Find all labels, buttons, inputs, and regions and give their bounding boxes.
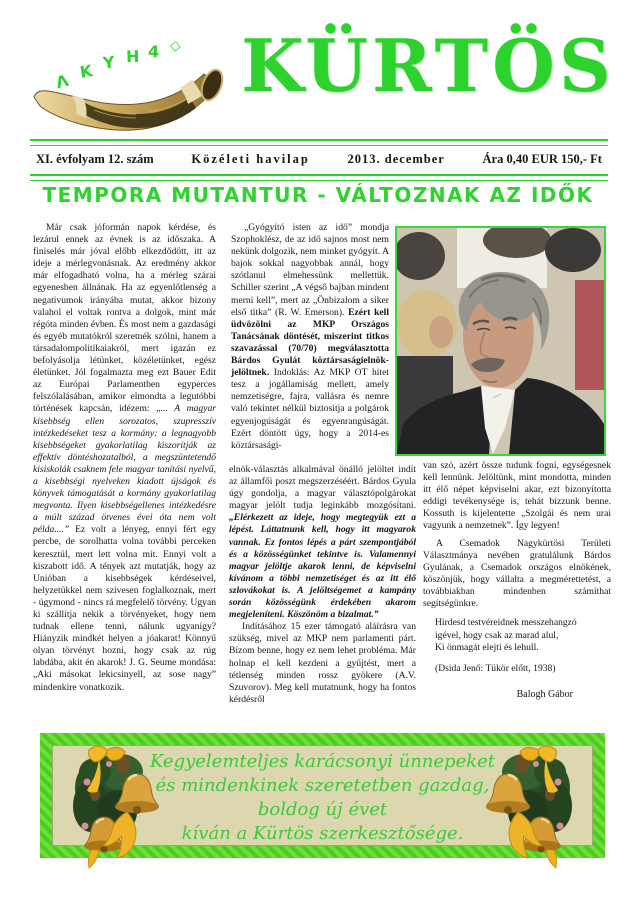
double-rule-top — [30, 139, 608, 146]
double-rule-bottom — [30, 174, 608, 181]
rune-glyph: Y — [102, 52, 116, 73]
periodical-type: Közéleti havilap — [191, 152, 310, 166]
poem-quote — [435, 617, 611, 655]
price: Ára 0,40 EUR 150,- Ft — [482, 152, 602, 166]
rune-glyph: Λ — [53, 70, 71, 93]
author-signature: Balogh Gábor — [516, 688, 573, 700]
column-3-text: van szó, azért össze tudunk fogni, egységesnek kell lennünk. Jelöltünk, mint mondotta, minden itt élő népet képviselni akar, ezt bizonyította eddigi tevékenysége is, tehát bízzunk benne. Kossuth is kijelentette „Szolgái és nem urai vagyunk a nemzetnek”. Így legyen! A Csemadok Nagykürtösi Területi Választmánya nevében gratulálunk Bárdos Gyulának, a Csemadok országos elnökének, köszönjük, hogy vállalta a megmérettetést, a továbbiakban mindenben számíthat segítségünkre. — [423, 460, 611, 610]
greeting-text — [53, 750, 592, 846]
poem-line: igével, hogy csak az marad alul, — [435, 629, 559, 641]
issue-number: XI. évfolyam 12. szám — [36, 152, 154, 166]
greeting-line: és mindenkinek szeretetben gazdag, — [155, 775, 490, 796]
christmas-greeting-box — [40, 733, 605, 858]
rune-glyph: ◇ — [168, 37, 182, 55]
portrait-photo — [395, 226, 606, 456]
rune-glyph: K — [78, 61, 94, 82]
greeting-line: kíván a Kürtös szerkesztősége. — [181, 823, 464, 844]
issue-date: 2013. december — [347, 152, 445, 166]
info-bar — [30, 139, 608, 181]
article-column-1: Már csak jóformán napok kérdése, és lezárul ennek az évnek is az időszaka. A finiselés már jóval előbb elkezdődött, itt az ideje a mérlegvonásnak. Az eredmény akkor már elfogadható volna, ha a mérleg szárai egyenesben állnának. Ha az egyenlőtlenség a negativumok irányába mutat, akkor bizony valahol el voltak rontva a dolgok, mint már régóta minden évben. És most nem a gazdasági és egyéb mutatókról szeretnék szólni, hanem a társadalompolitikaiakról, mert igazán ez befolyásolja létünket, közéletünket, egész életünket. Jól fogalmazta meg ezt Bauer Edit az Európai Parlamentben egyperces felszólalásában, amikor elmondta a legutóbbi történések kapcsán, idézem: „... A magyar kisebbség ellen sorozatos, szupresszív intézkedéseket tesz a kormány: a legnagyobb kisebbségeket gyakorlatilag kiszorítják az effektív döntéshozatalból, a megszüntetendő kisiskolák csaknem fele magyar tanítási nyelvű, a kisebbségi nyelveken kiadott újságok és könyvek támogatását a kormány gyakorlatilag megvonta. Ilyen kisebbségellenes intézkedésre a múlt század ötvenes évei óta nem volt példa....” Ez volt a lényeg, ennyi fért egy percbe, de sorolhatta volna további perceken keresztül, mert lett volna mit. Ennyi volt a kiszabott idő. A tények azt mutatják, hogy az Unióban a kisebbségek kérdéseivel, helyzetükkel nem szívesen foglalkoznak, mert - úgymond - nincs rá megfelelő törvény. Ugyan ki szállítja nekik a törvényeket, hogy nem tudnak ellene tenni, nálunk ugyanígy? Hiányzik mindkét helyen a jóakarat! Könnyű olyan törvényt hozni, hogy csak az rúg labdába, akit én akarok! J. G. Seume mondása: „Aki másokat lekicsinyell, az sose nagy” mindenkire vonatkozik. — [33, 222, 216, 693]
greeting-line: boldog új évet — [257, 799, 388, 820]
horn-logo — [28, 37, 233, 138]
poem-line: Ki önmagát elejti és lehull. — [435, 642, 539, 654]
article-column-2-bottom: elnök-választás alkalmával önálló jelöltet indít az államfői poszt megszerzéséért. Bárdos Gyula úgy gondolja, a magyar választópolgárokat magyar jelölt tudja leginkább mozgósítani. „Elérkezett az ideje, hogy megtegyük ezt a lépést. Láttatnunk kell, hogy itt magyarok vannak. Ez fontos lépés a párt szempontjából és a közösségünket tekintve is. Valamennyi magyar jelöltje akarok lenni, de képviselni kívánom a többi nemzetiséget és az itt élő szlovákokat is. A jelöltségemet a kampány során közösségünk érdekében akarom megjeleníteni. Köszönöm a bizalmat.” Indításához 15 ezer támogató aláírásra van szükség, mivel az MKP nem parlamenti párt. Bízom benne, hogy ez nem lehet probléma. Már holnap el kell kezdeni a gyűjtést, mert a tétlenség minden rossz gyökere (A.V. Szuvorov). Meg kell mutatnunk, hogy ha fontos kérdésről — [229, 464, 416, 705]
article-headline: TEMPORA MUTANTUR - VÁLTOZNAK AZ IDŐK — [42, 183, 594, 207]
rune-glyph: H — [125, 46, 140, 67]
greeting-box-inner — [52, 745, 593, 846]
masthead — [0, 0, 636, 138]
poem-attribution: (Dsida Jenő: Tükör előtt, 1938) — [435, 662, 556, 674]
article-column-2-top: „Gyógyító isten az idő” mondja Szophoklész, de az idő sajnos most nem nekünk dolgozik, nem minket gyógyít. A bajok sokkal nagyobbak annál, hogy szótlanul elmehessünk mellettük. Schiller szerint „A végső bajban mindent merni kell”, mert az „Önbizalom a siker első titka” (R. W. Emerson). Ezért kell üdvözölni az MKP Országos Tanácsának döntését, miszerint titkos szavazással (70/70) megválasztotta Bárdos Gyulát köztársaságielnök-jelöltnek. Indoklás: Az MKP OT hitet tesz a jogállamiság mellett, amely nemzetiségre, fajra, vallásra és nemre való tekintet nélkül biztosítja a polgárok egyenjogúságát és egyenrangúságát. Ezért döntött úgy, hogy a 2014-es köztársasági- — [231, 222, 389, 451]
article-column-3 — [423, 460, 611, 701]
greeting-line: Kegyelemteljes karácsonyi ünnepeket — [149, 751, 496, 772]
poem-line: Hirdesd testvéreidnek messzehangzó — [435, 617, 577, 629]
rune-glyph: 4 — [147, 41, 160, 62]
newspaper-title: KÜRTÖS — [241, 23, 615, 108]
